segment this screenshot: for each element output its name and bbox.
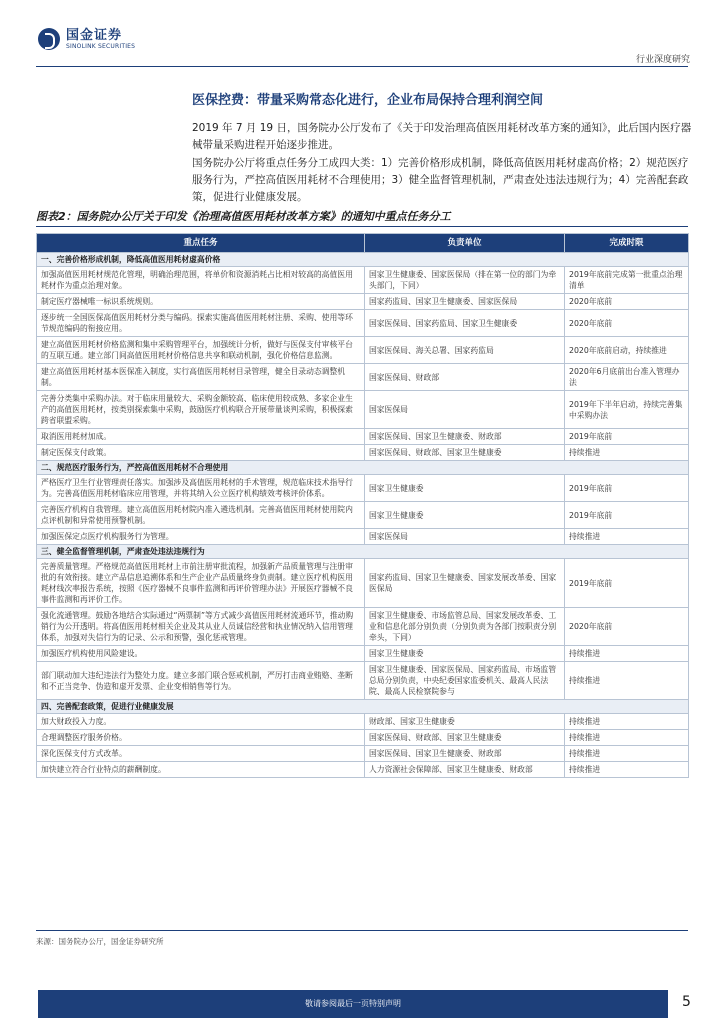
page-footer	[0, 990, 724, 1024]
deadline-cell: 持续推进	[565, 762, 689, 778]
paragraph-2: 国务院办公厅将重点任务分工成四大类：1）完善价格形成机制，降低高值医用耗材虚高价格；2）规范医疗服务行为，严控高值医用耗材不合理使用；3）健全监督管理机制，严肃查处违法违规行为；4）完善配套政策，促进行业健康发展。	[192, 157, 689, 203]
deadline-cell: 持续推进	[565, 445, 689, 461]
paragraph-1: 2019 年 7 月 19 日，国务院办公厅发布了《关于印发治理高值医用耗材改革方案的通知》，此后国内医疗器械带量采购进程开始逐步推进。	[192, 122, 692, 151]
task-cell: 建立高值医用耗材基本医保准入制度，实行高值医用耗材目录管理，健全目录动态调整机制。	[37, 364, 365, 391]
task-cell: 严格医疗卫生行业管理责任落实。加强涉及高值医用耗材的手术管理，规范临床技术指导行为。完善高值医用耗材临床应用管理，并将其纳入公立医疗机构绩效考核评价体系。	[37, 475, 365, 502]
task-cell: 加强医保定点医疗机构服务行为管理。	[37, 529, 365, 545]
deadline-cell: 2019年底前	[565, 429, 689, 445]
category-label: 三、健全监督管理机制，严肃查处违法违规行为	[37, 545, 689, 559]
table-header-row	[37, 234, 689, 253]
table-row	[37, 714, 689, 730]
unit-cell: 国家医保局、海关总署、国家药监局	[365, 337, 565, 364]
table-category-row	[37, 253, 689, 267]
unit-cell: 国家医保局	[365, 391, 565, 429]
task-cell: 加大财政投入力度。	[37, 714, 365, 730]
task-table	[36, 233, 689, 778]
table-row	[37, 646, 689, 662]
deadline-cell: 2019年下半年启动，持续完善集中采购办法	[565, 391, 689, 429]
table-row	[37, 502, 689, 529]
task-cell: 部门联动加大违纪违法行为整处力度。建立多部门联合惩戒机制，严厉打击商业贿赂、垄断和不正当竞争、伪造和虚开发票、企业变相销售等行为。	[37, 662, 365, 700]
table-category-row	[37, 700, 689, 714]
section-title: 医保控费：带量采购常态化进行，企业布局保持合理利润空间	[192, 93, 544, 108]
deadline-cell: 2019年底前	[565, 502, 689, 529]
table-row	[37, 559, 689, 608]
unit-cell: 财政部、国家卫生健康委	[365, 714, 565, 730]
header-divider	[36, 66, 688, 67]
task-cell: 完善质量管理。严格规范高值医用耗材上市前注册审批流程，加强新产品质量管理与注册审批的有效衔接。建立产品信息追溯体系和生产企业产品质量终身负责制。建立医疗机构医用耗材线次率报告系统，按照《医疗器械不良事件监测和再评价管理办法》开展医疗器械不良事件监测和再评价工作。	[37, 559, 365, 608]
deadline-cell: 持续推进	[565, 746, 689, 762]
table-row	[37, 608, 689, 646]
deadline-cell: 2019年底前完成第一批重点治理清单	[565, 267, 689, 294]
table-row	[37, 762, 689, 778]
unit-cell: 人力资源社会保障部、国家卫生健康委、财政部	[365, 762, 565, 778]
table-row	[37, 475, 689, 502]
unit-cell: 国家药监局、国家卫生健康委、国家发展改革委、国家医保局	[365, 559, 565, 608]
task-cell: 加强高值医用耗材规范化管理，明确治理范围，将单价和资源消耗占比相对较高的高值医用耗材作为重点治理对象。	[37, 267, 365, 294]
task-cell: 建立高值医用耗材价格监测和集中采购管理平台，加强统计分析，做好与医保支付审核平台的互联互通。建立部门间高值医用耗材价格信息共享和联动机制，强化价格信息监测。	[37, 337, 365, 364]
table-row	[37, 746, 689, 762]
deadline-cell: 持续推进	[565, 662, 689, 700]
page-header	[0, 0, 724, 70]
figure-divider	[36, 226, 688, 227]
unit-cell: 国家医保局、国家卫生健康委、财政部	[365, 746, 565, 762]
unit-cell: 国家卫生健康委	[365, 502, 565, 529]
deadline-cell: 2020年6月底前出台准入管理办法	[565, 364, 689, 391]
deadline-cell: 持续推进	[565, 646, 689, 662]
task-cell: 合理调整医疗服务价格。	[37, 730, 365, 746]
table-category-row	[37, 545, 689, 559]
category-label: 二、规范医疗服务行为，严控高值医用耗材不合理使用	[37, 461, 689, 475]
logo-text-cn: 国金证券	[66, 27, 123, 43]
header-deadline: 完成时限	[565, 234, 689, 253]
deadline-cell: 2019年底前	[565, 475, 689, 502]
task-cell: 深化医保支付方式改革。	[37, 746, 365, 762]
table-row	[37, 662, 689, 700]
source-note: 来源：国务院办公厅，国金证券研究所	[36, 937, 164, 946]
unit-cell: 国家卫生健康委、国家医保局（排在第一位的部门为牵头部门，下同）	[365, 267, 565, 294]
task-cell: 取消医用耗材加成。	[37, 429, 365, 445]
deadline-cell: 2020年底前	[565, 310, 689, 337]
unit-cell: 国家医保局、财政部、国家卫生健康委	[365, 445, 565, 461]
table-row	[37, 294, 689, 310]
logo-text-en: SINOLINK SECURITIES	[66, 42, 136, 50]
table-row	[37, 310, 689, 337]
category-label: 四、完善配套政策，促进行业健康发展	[37, 700, 689, 714]
table-row	[37, 529, 689, 545]
table-row	[37, 445, 689, 461]
table-row	[37, 267, 689, 294]
report-type: 行业深度研究	[635, 55, 690, 65]
company-logo	[38, 28, 135, 50]
deadline-cell: 持续推进	[565, 529, 689, 545]
task-cell: 制定医疗器械唯一标识系统规则。	[37, 294, 365, 310]
table-row	[37, 337, 689, 364]
task-cell: 加强医疗机构使用风险建设。	[37, 646, 365, 662]
task-cell: 加快建立符合行业特点的薪酬制度。	[37, 762, 365, 778]
header-task: 重点任务	[37, 234, 365, 253]
page-number: 5	[682, 994, 691, 1010]
table-category-row	[37, 461, 689, 475]
deadline-cell: 2020年底前启动，持续推进	[565, 337, 689, 364]
unit-cell: 国家医保局	[365, 529, 565, 545]
unit-cell: 国家卫生健康委、国家医保局、国家药监局、市场监管总局分别负责，中央纪委国家监委机关、最高人民法院、最高人民检察院参与	[365, 662, 565, 700]
unit-cell: 国家医保局、财政部、国家卫生健康委	[365, 730, 565, 746]
deadline-cell: 2020年底前	[565, 608, 689, 646]
task-cell: 逐步统一全国医保高值医用耗材分类与编码。探索实施高值医用耗材注册、采购、使用等环节规范编码的衔接应用。	[37, 310, 365, 337]
task-cell: 完善分类集中采购办法。对于临床用量较大、采购金额较高、临床使用较成熟、多家企业生产的高值医用耗材，按类别探索集中采购，鼓励医疗机构联合开展带量谈判采购，积极探索跨省联盟采购。	[37, 391, 365, 429]
unit-cell: 国家卫生健康委	[365, 646, 565, 662]
unit-cell: 国家药监局、国家卫生健康委、国家医保局	[365, 294, 565, 310]
task-cell: 完善医疗机构自我管理。建立高值医用耗材院内准入遴选机制。完善高值医用耗材使用院内点评机制和异常使用预警机制。	[37, 502, 365, 529]
category-label: 一、完善价格形成机制，降低高值医用耗材虚高价格	[37, 253, 689, 267]
deadline-cell: 2020年底前	[565, 294, 689, 310]
footer-disclaimer: 敬请参阅最后一页特别声明	[305, 999, 401, 1008]
table-row	[37, 364, 689, 391]
header-unit: 负责单位	[365, 234, 565, 253]
task-cell: 制定医保支付政策。	[37, 445, 365, 461]
unit-cell: 国家医保局、财政部	[365, 364, 565, 391]
deadline-cell: 2019年底前	[565, 559, 689, 608]
table-row	[37, 730, 689, 746]
source-divider	[36, 930, 688, 931]
footer-bar	[38, 990, 668, 1018]
unit-cell: 国家医保局、国家卫生健康委、财政部	[365, 429, 565, 445]
unit-cell: 国家卫生健康委	[365, 475, 565, 502]
logo-icon	[38, 28, 60, 50]
deadline-cell: 持续推进	[565, 730, 689, 746]
table-row	[37, 429, 689, 445]
figure-title: 图表2：国务院办公厅关于印发《治理高值医用耗材改革方案》的通知中重点任务分工	[36, 210, 451, 223]
task-cell: 强化流通管理。鼓励各地结合实际通过“两票制”等方式减少高值医用耗材流通环节，推动购销行为公开透明。将高值医用耗材相关企业及其从业人员诚信经营和执业情况纳入信用管理体系，加强对失信行为的记录、公示和预警，强化惩戒管理。	[37, 608, 365, 646]
table-row	[37, 391, 689, 429]
unit-cell: 国家医保局、国家药监局、国家卫生健康委	[365, 310, 565, 337]
deadline-cell: 持续推进	[565, 714, 689, 730]
unit-cell: 国家卫生健康委、市场监管总局、国家发展改革委、工业和信息化部分别负责（分别负责为各部门按职责分别牵头，下同）	[365, 608, 565, 646]
